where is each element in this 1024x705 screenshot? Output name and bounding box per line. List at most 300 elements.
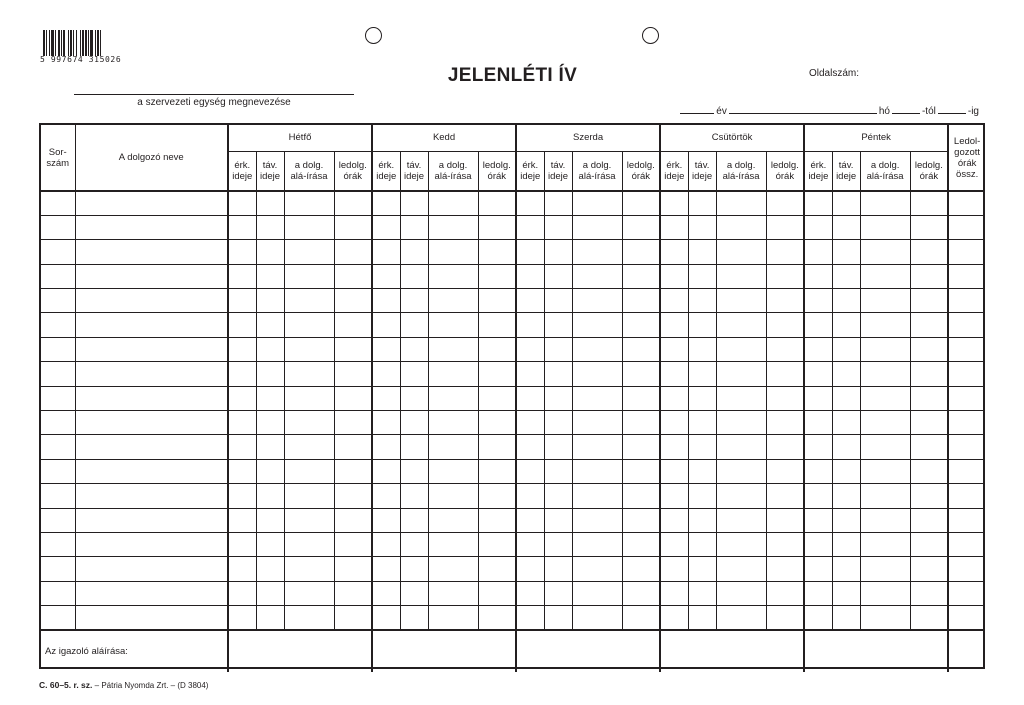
table-cell[interactable] xyxy=(334,606,372,630)
table-cell[interactable] xyxy=(372,264,400,288)
table-cell[interactable] xyxy=(832,508,860,532)
table-cell[interactable] xyxy=(688,581,716,605)
table-cell[interactable] xyxy=(804,240,832,264)
table-cell[interactable] xyxy=(910,581,948,605)
table-cell[interactable] xyxy=(910,264,948,288)
table-cell[interactable] xyxy=(622,508,660,532)
table-cell[interactable] xyxy=(41,191,75,215)
table-cell[interactable] xyxy=(284,557,334,581)
table-cell[interactable] xyxy=(478,557,516,581)
table-cell[interactable] xyxy=(228,240,256,264)
table-cell[interactable] xyxy=(622,557,660,581)
table-cell[interactable] xyxy=(400,459,428,483)
table-cell[interactable] xyxy=(766,313,804,337)
table-cell[interactable] xyxy=(660,240,688,264)
table-cell[interactable] xyxy=(372,362,400,386)
table-cell[interactable] xyxy=(766,240,804,264)
table-cell[interactable] xyxy=(804,386,832,410)
table-cell[interactable] xyxy=(41,289,75,313)
table-cell[interactable] xyxy=(544,215,572,239)
table-cell[interactable] xyxy=(41,459,75,483)
table-cell[interactable] xyxy=(334,581,372,605)
table-cell[interactable] xyxy=(572,362,622,386)
table-cell[interactable] xyxy=(478,337,516,361)
table-cell[interactable] xyxy=(544,606,572,630)
table-cell[interactable] xyxy=(910,484,948,508)
table-cell[interactable] xyxy=(75,313,228,337)
table-cell[interactable] xyxy=(478,191,516,215)
table-cell[interactable] xyxy=(660,532,688,556)
table-cell[interactable] xyxy=(41,215,75,239)
table-cell[interactable] xyxy=(766,264,804,288)
table-cell[interactable] xyxy=(572,337,622,361)
table-cell[interactable] xyxy=(716,557,766,581)
table-cell[interactable] xyxy=(860,411,910,435)
table-cell[interactable] xyxy=(688,240,716,264)
table-cell[interactable] xyxy=(572,240,622,264)
signature-cell-0[interactable] xyxy=(228,630,372,672)
table-cell[interactable] xyxy=(804,532,832,556)
table-cell[interactable] xyxy=(228,435,256,459)
table-cell[interactable] xyxy=(832,264,860,288)
table-cell[interactable] xyxy=(622,532,660,556)
table-cell[interactable] xyxy=(228,532,256,556)
table-cell[interactable] xyxy=(428,289,478,313)
table-cell[interactable] xyxy=(284,337,334,361)
table-cell[interactable] xyxy=(228,215,256,239)
table-cell[interactable] xyxy=(544,362,572,386)
table-cell[interactable] xyxy=(544,484,572,508)
table-cell[interactable] xyxy=(334,289,372,313)
table-cell[interactable] xyxy=(428,240,478,264)
table-cell[interactable] xyxy=(716,532,766,556)
month-field[interactable] xyxy=(729,104,877,114)
table-cell[interactable] xyxy=(478,606,516,630)
table-cell[interactable] xyxy=(400,264,428,288)
table-cell[interactable] xyxy=(334,459,372,483)
table-cell[interactable] xyxy=(516,264,544,288)
table-cell[interactable] xyxy=(622,581,660,605)
table-cell[interactable] xyxy=(660,557,688,581)
table-cell[interactable] xyxy=(428,215,478,239)
table-cell[interactable] xyxy=(372,411,400,435)
table-cell[interactable] xyxy=(284,215,334,239)
table-cell[interactable] xyxy=(948,337,985,361)
table-cell[interactable] xyxy=(766,557,804,581)
table-cell[interactable] xyxy=(41,557,75,581)
unit-name-line[interactable] xyxy=(74,94,354,95)
table-cell[interactable] xyxy=(228,557,256,581)
table-cell[interactable] xyxy=(516,411,544,435)
table-cell[interactable] xyxy=(334,337,372,361)
table-cell[interactable] xyxy=(860,508,910,532)
table-cell[interactable] xyxy=(716,581,766,605)
table-cell[interactable] xyxy=(572,215,622,239)
table-cell[interactable] xyxy=(228,459,256,483)
table-cell[interactable] xyxy=(284,313,334,337)
table-cell[interactable] xyxy=(716,313,766,337)
table-cell[interactable] xyxy=(660,386,688,410)
table-cell[interactable] xyxy=(228,362,256,386)
table-cell[interactable] xyxy=(660,435,688,459)
table-cell[interactable] xyxy=(948,508,985,532)
year-field[interactable] xyxy=(680,104,714,114)
signature-cell-total[interactable] xyxy=(948,630,985,672)
table-cell[interactable] xyxy=(372,386,400,410)
table-cell[interactable] xyxy=(428,435,478,459)
table-cell[interactable] xyxy=(948,532,985,556)
table-cell[interactable] xyxy=(716,362,766,386)
table-cell[interactable] xyxy=(75,435,228,459)
table-cell[interactable] xyxy=(41,362,75,386)
table-cell[interactable] xyxy=(256,386,284,410)
table-cell[interactable] xyxy=(688,484,716,508)
table-cell[interactable] xyxy=(372,484,400,508)
table-cell[interactable] xyxy=(41,264,75,288)
table-cell[interactable] xyxy=(428,557,478,581)
table-cell[interactable] xyxy=(860,240,910,264)
signature-cell-4[interactable] xyxy=(804,630,948,672)
signature-cell-1[interactable] xyxy=(372,630,516,672)
table-cell[interactable] xyxy=(660,459,688,483)
table-cell[interactable] xyxy=(572,459,622,483)
table-cell[interactable] xyxy=(516,581,544,605)
table-cell[interactable] xyxy=(372,508,400,532)
table-cell[interactable] xyxy=(516,557,544,581)
table-cell[interactable] xyxy=(516,362,544,386)
table-cell[interactable] xyxy=(516,386,544,410)
table-cell[interactable] xyxy=(804,411,832,435)
table-cell[interactable] xyxy=(544,313,572,337)
table-cell[interactable] xyxy=(766,581,804,605)
table-cell[interactable] xyxy=(832,362,860,386)
table-cell[interactable] xyxy=(716,606,766,630)
table-cell[interactable] xyxy=(660,337,688,361)
table-cell[interactable] xyxy=(334,362,372,386)
table-cell[interactable] xyxy=(910,240,948,264)
table-cell[interactable] xyxy=(400,386,428,410)
table-cell[interactable] xyxy=(334,435,372,459)
table-cell[interactable] xyxy=(660,411,688,435)
table-cell[interactable] xyxy=(400,557,428,581)
table-cell[interactable] xyxy=(400,240,428,264)
table-cell[interactable] xyxy=(716,264,766,288)
table-cell[interactable] xyxy=(400,606,428,630)
table-cell[interactable] xyxy=(41,386,75,410)
table-cell[interactable] xyxy=(688,191,716,215)
table-cell[interactable] xyxy=(400,215,428,239)
table-cell[interactable] xyxy=(766,362,804,386)
table-cell[interactable] xyxy=(832,606,860,630)
table-cell[interactable] xyxy=(284,411,334,435)
table-cell[interactable] xyxy=(572,386,622,410)
table-cell[interactable] xyxy=(860,337,910,361)
table-cell[interactable] xyxy=(284,508,334,532)
table-cell[interactable] xyxy=(516,435,544,459)
table-cell[interactable] xyxy=(910,289,948,313)
table-cell[interactable] xyxy=(910,313,948,337)
table-cell[interactable] xyxy=(572,313,622,337)
table-cell[interactable] xyxy=(910,411,948,435)
table-cell[interactable] xyxy=(766,435,804,459)
table-cell[interactable] xyxy=(228,386,256,410)
table-cell[interactable] xyxy=(804,313,832,337)
table-cell[interactable] xyxy=(766,386,804,410)
table-cell[interactable] xyxy=(716,484,766,508)
table-cell[interactable] xyxy=(516,459,544,483)
table-cell[interactable] xyxy=(832,215,860,239)
table-cell[interactable] xyxy=(832,557,860,581)
table-cell[interactable] xyxy=(428,264,478,288)
table-cell[interactable] xyxy=(228,264,256,288)
table-cell[interactable] xyxy=(516,606,544,630)
table-cell[interactable] xyxy=(256,215,284,239)
table-cell[interactable] xyxy=(478,532,516,556)
table-cell[interactable] xyxy=(228,581,256,605)
table-cell[interactable] xyxy=(688,313,716,337)
table-cell[interactable] xyxy=(75,581,228,605)
table-cell[interactable] xyxy=(766,191,804,215)
table-cell[interactable] xyxy=(766,606,804,630)
table-cell[interactable] xyxy=(75,386,228,410)
table-cell[interactable] xyxy=(256,264,284,288)
table-cell[interactable] xyxy=(688,337,716,361)
table-cell[interactable] xyxy=(948,386,985,410)
table-cell[interactable] xyxy=(544,459,572,483)
table-cell[interactable] xyxy=(478,240,516,264)
table-cell[interactable] xyxy=(41,484,75,508)
table-cell[interactable] xyxy=(256,581,284,605)
to-day-field[interactable] xyxy=(938,104,966,114)
table-cell[interactable] xyxy=(688,289,716,313)
table-cell[interactable] xyxy=(75,459,228,483)
table-cell[interactable] xyxy=(400,362,428,386)
table-cell[interactable] xyxy=(804,459,832,483)
table-cell[interactable] xyxy=(75,484,228,508)
table-cell[interactable] xyxy=(284,289,334,313)
table-cell[interactable] xyxy=(910,606,948,630)
table-cell[interactable] xyxy=(228,191,256,215)
table-cell[interactable] xyxy=(284,362,334,386)
table-cell[interactable] xyxy=(688,264,716,288)
table-cell[interactable] xyxy=(41,411,75,435)
table-cell[interactable] xyxy=(948,606,985,630)
table-cell[interactable] xyxy=(766,215,804,239)
table-cell[interactable] xyxy=(688,532,716,556)
table-cell[interactable] xyxy=(948,264,985,288)
table-cell[interactable] xyxy=(804,606,832,630)
table-cell[interactable] xyxy=(334,557,372,581)
table-cell[interactable] xyxy=(910,532,948,556)
table-cell[interactable] xyxy=(516,215,544,239)
table-cell[interactable] xyxy=(660,191,688,215)
table-cell[interactable] xyxy=(428,337,478,361)
table-cell[interactable] xyxy=(804,264,832,288)
table-cell[interactable] xyxy=(860,484,910,508)
table-cell[interactable] xyxy=(256,191,284,215)
table-cell[interactable] xyxy=(75,508,228,532)
table-cell[interactable] xyxy=(400,289,428,313)
table-cell[interactable] xyxy=(284,386,334,410)
table-cell[interactable] xyxy=(478,289,516,313)
table-cell[interactable] xyxy=(75,411,228,435)
table-cell[interactable] xyxy=(832,191,860,215)
table-cell[interactable] xyxy=(766,484,804,508)
table-cell[interactable] xyxy=(400,532,428,556)
table-cell[interactable] xyxy=(910,337,948,361)
table-cell[interactable] xyxy=(544,191,572,215)
table-cell[interactable] xyxy=(544,240,572,264)
table-cell[interactable] xyxy=(41,313,75,337)
table-cell[interactable] xyxy=(622,459,660,483)
table-cell[interactable] xyxy=(478,459,516,483)
table-cell[interactable] xyxy=(428,459,478,483)
table-cell[interactable] xyxy=(372,191,400,215)
table-cell[interactable] xyxy=(804,557,832,581)
table-cell[interactable] xyxy=(284,484,334,508)
table-cell[interactable] xyxy=(572,581,622,605)
table-cell[interactable] xyxy=(832,581,860,605)
table-cell[interactable] xyxy=(804,362,832,386)
table-cell[interactable] xyxy=(622,313,660,337)
table-cell[interactable] xyxy=(948,289,985,313)
table-cell[interactable] xyxy=(832,386,860,410)
table-cell[interactable] xyxy=(716,386,766,410)
table-cell[interactable] xyxy=(622,435,660,459)
table-cell[interactable] xyxy=(766,459,804,483)
table-cell[interactable] xyxy=(334,484,372,508)
table-cell[interactable] xyxy=(256,484,284,508)
table-cell[interactable] xyxy=(948,215,985,239)
table-cell[interactable] xyxy=(910,508,948,532)
table-cell[interactable] xyxy=(544,508,572,532)
table-cell[interactable] xyxy=(860,264,910,288)
table-cell[interactable] xyxy=(832,289,860,313)
table-cell[interactable] xyxy=(75,557,228,581)
table-cell[interactable] xyxy=(622,362,660,386)
table-cell[interactable] xyxy=(804,337,832,361)
table-cell[interactable] xyxy=(284,240,334,264)
table-cell[interactable] xyxy=(716,289,766,313)
table-cell[interactable] xyxy=(832,484,860,508)
table-cell[interactable] xyxy=(75,532,228,556)
table-cell[interactable] xyxy=(256,508,284,532)
table-cell[interactable] xyxy=(478,215,516,239)
table-cell[interactable] xyxy=(228,337,256,361)
table-cell[interactable] xyxy=(622,386,660,410)
table-cell[interactable] xyxy=(372,337,400,361)
table-cell[interactable] xyxy=(516,532,544,556)
table-cell[interactable] xyxy=(372,557,400,581)
table-cell[interactable] xyxy=(688,508,716,532)
table-cell[interactable] xyxy=(544,581,572,605)
table-cell[interactable] xyxy=(716,459,766,483)
table-cell[interactable] xyxy=(766,411,804,435)
table-cell[interactable] xyxy=(75,289,228,313)
table-cell[interactable] xyxy=(544,411,572,435)
table-cell[interactable] xyxy=(860,386,910,410)
table-cell[interactable] xyxy=(660,215,688,239)
table-cell[interactable] xyxy=(544,557,572,581)
table-cell[interactable] xyxy=(660,264,688,288)
table-cell[interactable] xyxy=(716,337,766,361)
table-cell[interactable] xyxy=(400,411,428,435)
signature-cell-2[interactable] xyxy=(516,630,660,672)
table-cell[interactable] xyxy=(860,581,910,605)
table-cell[interactable] xyxy=(400,337,428,361)
table-cell[interactable] xyxy=(544,289,572,313)
table-cell[interactable] xyxy=(948,581,985,605)
table-cell[interactable] xyxy=(622,606,660,630)
table-cell[interactable] xyxy=(832,240,860,264)
table-cell[interactable] xyxy=(400,313,428,337)
table-cell[interactable] xyxy=(688,606,716,630)
table-cell[interactable] xyxy=(41,508,75,532)
table-cell[interactable] xyxy=(75,191,228,215)
table-cell[interactable] xyxy=(428,606,478,630)
table-cell[interactable] xyxy=(41,240,75,264)
table-cell[interactable] xyxy=(572,606,622,630)
table-cell[interactable] xyxy=(660,581,688,605)
table-cell[interactable] xyxy=(910,215,948,239)
table-cell[interactable] xyxy=(716,508,766,532)
table-cell[interactable] xyxy=(400,191,428,215)
table-cell[interactable] xyxy=(688,459,716,483)
table-cell[interactable] xyxy=(372,606,400,630)
table-cell[interactable] xyxy=(516,508,544,532)
table-cell[interactable] xyxy=(228,484,256,508)
table-cell[interactable] xyxy=(516,240,544,264)
table-cell[interactable] xyxy=(75,240,228,264)
table-cell[interactable] xyxy=(544,386,572,410)
table-cell[interactable] xyxy=(660,606,688,630)
table-cell[interactable] xyxy=(910,362,948,386)
table-cell[interactable] xyxy=(284,581,334,605)
table-cell[interactable] xyxy=(75,215,228,239)
table-cell[interactable] xyxy=(860,435,910,459)
table-cell[interactable] xyxy=(716,435,766,459)
table-cell[interactable] xyxy=(75,337,228,361)
table-cell[interactable] xyxy=(804,191,832,215)
table-cell[interactable] xyxy=(478,435,516,459)
table-cell[interactable] xyxy=(400,435,428,459)
table-cell[interactable] xyxy=(688,557,716,581)
table-cell[interactable] xyxy=(544,337,572,361)
table-cell[interactable] xyxy=(622,240,660,264)
table-cell[interactable] xyxy=(256,459,284,483)
table-cell[interactable] xyxy=(428,484,478,508)
table-cell[interactable] xyxy=(860,362,910,386)
table-cell[interactable] xyxy=(334,240,372,264)
table-cell[interactable] xyxy=(910,459,948,483)
table-cell[interactable] xyxy=(372,215,400,239)
table-cell[interactable] xyxy=(228,508,256,532)
table-cell[interactable] xyxy=(372,240,400,264)
table-cell[interactable] xyxy=(228,606,256,630)
table-cell[interactable] xyxy=(516,484,544,508)
table-cell[interactable] xyxy=(860,606,910,630)
table-cell[interactable] xyxy=(660,313,688,337)
table-cell[interactable] xyxy=(334,313,372,337)
table-cell[interactable] xyxy=(860,215,910,239)
table-cell[interactable] xyxy=(766,508,804,532)
table-cell[interactable] xyxy=(572,484,622,508)
table-cell[interactable] xyxy=(516,289,544,313)
table-cell[interactable] xyxy=(41,581,75,605)
table-cell[interactable] xyxy=(334,215,372,239)
table-cell[interactable] xyxy=(334,386,372,410)
table-cell[interactable] xyxy=(284,532,334,556)
